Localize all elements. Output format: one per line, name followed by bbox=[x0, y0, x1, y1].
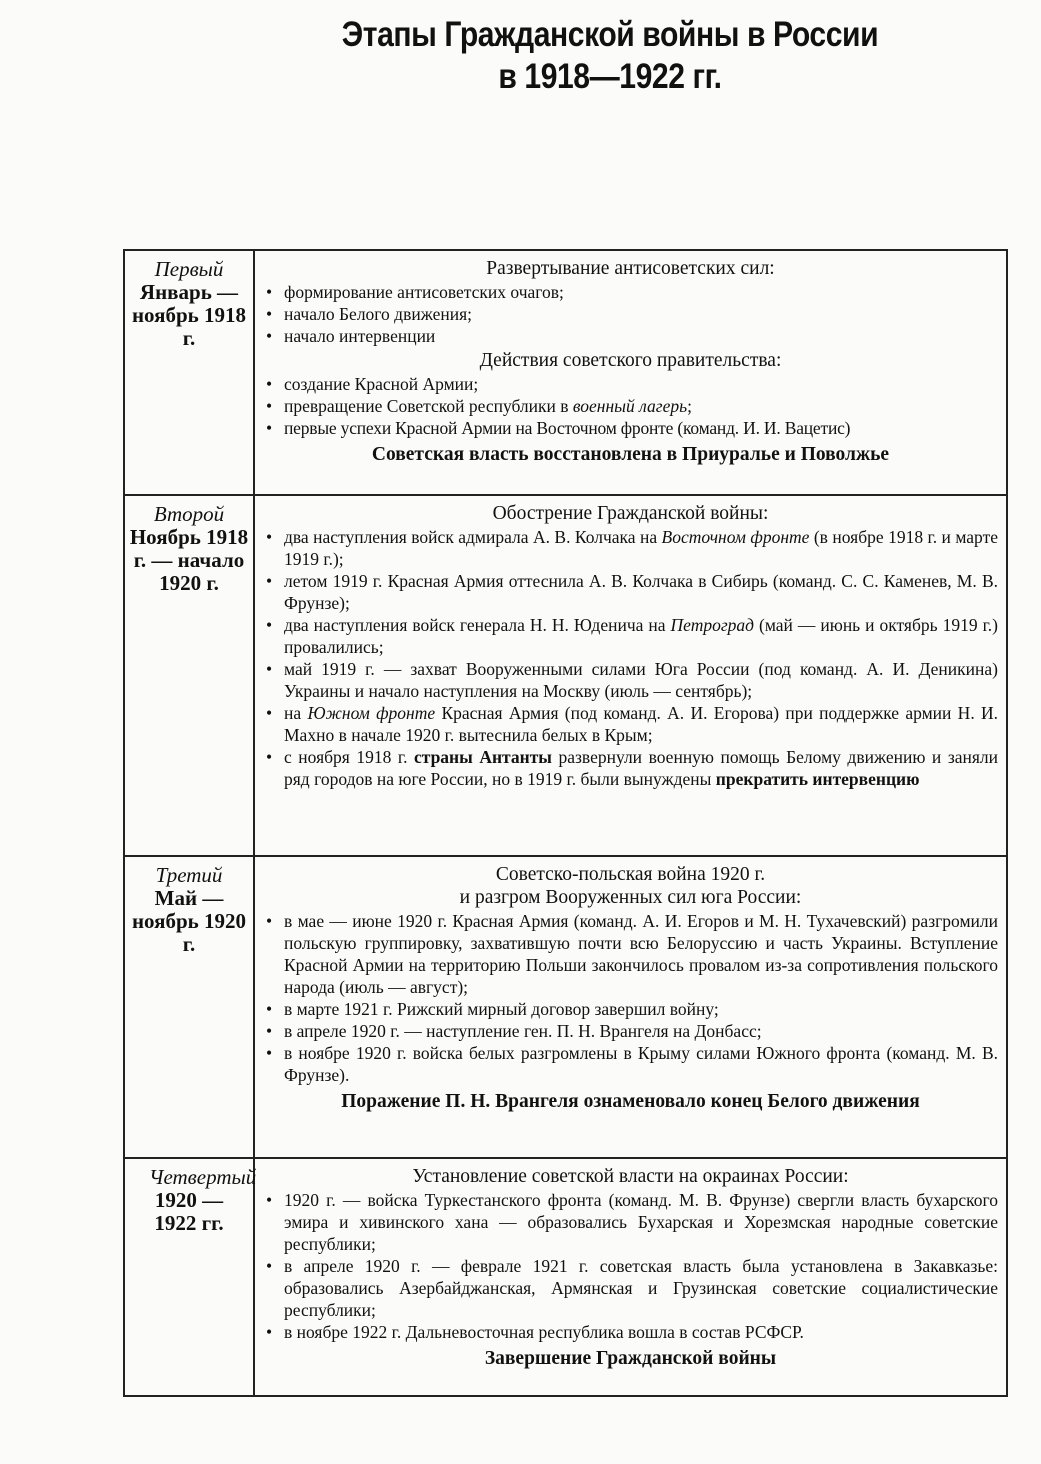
bullet-list bbox=[263, 526, 998, 790]
section-heading bbox=[263, 863, 998, 909]
stages-table bbox=[123, 249, 1008, 1397]
content-cell bbox=[254, 495, 1007, 856]
bullet-list bbox=[263, 373, 998, 439]
table-row bbox=[124, 1158, 1007, 1396]
heading-line-2: и разгром Вооруженных сил юга России: bbox=[459, 887, 802, 908]
bullet-list bbox=[263, 910, 998, 1086]
heading-line-1: Советско-польская война 1920 г. bbox=[495, 864, 766, 885]
content-cell bbox=[254, 856, 1007, 1158]
italic-text: Южном фронте bbox=[307, 703, 436, 723]
list-item: • в апреле 1920 г. — феврале 1921 г. советская власть была установлена в Закавказье: образовались Азербайджанская, Армянская и Грузинская советские социалистические республики; bbox=[263, 1255, 998, 1321]
text-run: с ноября 1918 г. bbox=[284, 747, 414, 767]
stage-result: Поражение П. Н. Врангеля ознаменовало конец Белого движения bbox=[341, 1091, 920, 1112]
stage-result: Советская власть восстановлена в Приуралье и Поволжье bbox=[371, 444, 890, 465]
text-run: два наступления войск адмирала А. В. Колчака на bbox=[284, 527, 662, 547]
stage-dates: Январь — ноябрь 1918 г. bbox=[131, 280, 247, 350]
list-item: • в марте 1921 г. Рижский мирный договор завершил войну; bbox=[263, 998, 998, 1020]
stage-dates: 1920 — 1922 гг. bbox=[154, 1188, 224, 1235]
title-line-1: Этапы Гражданской войны в России bbox=[341, 15, 879, 54]
stage-name: Четвертый bbox=[149, 1165, 257, 1189]
bullet-list bbox=[263, 281, 998, 347]
page-title bbox=[300, 14, 919, 98]
period-cell bbox=[124, 1158, 257, 1396]
list-item: • в мае — июне 1920 г. Красная Армия (команд. А. И. Егоров и М. Н. Тухачевский) разгромили польскую группировку, захватившую почти всю Белоруссию и часть Украины. Вступление Красной Армии на территорию Польши закончилось провалом из-за сопротивления польского народа (июль — август); bbox=[263, 910, 998, 998]
list-item bbox=[263, 526, 998, 570]
period-cell bbox=[124, 250, 254, 495]
section-heading: Развертывание антисоветских сил: bbox=[486, 258, 775, 279]
text-run: два наступления войск генерала Н. Н. Юденича на bbox=[284, 615, 671, 635]
text-run: (май — июнь и октябрь 1919 г.) провалились; bbox=[284, 615, 998, 657]
text-run: (в ноябре 1918 г. и марте 1919 г.); bbox=[284, 527, 998, 569]
list-item: • начало Белого движения; bbox=[263, 303, 998, 325]
list-item: • 1920 г. — войска Туркестанского фронта (команд. М. В. Фрунзе) свергли власть бухарского эмира и хивинского хана — образовались Бухарская и Хорезмская народные советские республики; bbox=[263, 1189, 998, 1255]
list-item: • в ноябре 1922 г. Дальневосточная республика вошла в состав РСФСР. bbox=[263, 1321, 998, 1343]
text-run: Красная Армия (под команд. А. И. Егорова) при поддержке армии Н. И. Махно в начале 1920 г. вытеснила белых в Крым; bbox=[284, 703, 999, 745]
section-heading: Обострение Гражданской войны: bbox=[492, 503, 769, 524]
stage-result: Завершение Гражданской войны bbox=[484, 1348, 777, 1369]
period-cell bbox=[124, 856, 254, 1158]
content-cell bbox=[254, 1158, 1007, 1396]
text-run: превращение Советской республики в bbox=[284, 396, 573, 416]
text-run: развернули военную помощь Белому движению и заняли ряд городов на юге России, но в 1919 г. были вынуждены bbox=[284, 747, 999, 789]
title-line-2: в 1918—1922 гг. bbox=[498, 57, 722, 96]
section-heading: Установление советской власти на окраинах России: bbox=[412, 1166, 849, 1187]
list-item: • май 1919 г. — захват Вооруженными силами Юга России (под команд. А. И. Деникина) Украины и начало наступления на Москву (июль — сентябрь); bbox=[263, 658, 998, 702]
text-run: на bbox=[284, 703, 308, 723]
list-item bbox=[263, 702, 998, 746]
bullet-list bbox=[263, 1189, 998, 1343]
stage-name: Третий bbox=[155, 863, 223, 887]
text-run: ; bbox=[687, 396, 692, 416]
italic-text: Восточном фронте bbox=[661, 527, 810, 547]
table-row bbox=[124, 495, 1007, 856]
stage-name: Первый bbox=[154, 257, 224, 281]
list-item: • первые успехи Красной Армии на Восточном фронте (команд. И. И. Вацетис) bbox=[263, 417, 998, 439]
stage-dates: Май — ноябрь 1920 г. bbox=[131, 886, 247, 956]
table-row bbox=[124, 856, 1007, 1158]
list-item bbox=[263, 395, 998, 417]
period-cell bbox=[124, 495, 254, 856]
list-item: • создание Красной Армии; bbox=[263, 373, 998, 395]
bold-text: страны Антанты bbox=[414, 747, 552, 767]
bold-text: прекратить интервенцию bbox=[715, 769, 920, 789]
stage-dates: Ноябрь 1918 г. — начало 1920 г. bbox=[129, 525, 249, 595]
italic-text: Петроград bbox=[670, 615, 755, 635]
list-item: • формирование антисоветских очагов; bbox=[263, 281, 998, 303]
list-item bbox=[263, 614, 998, 658]
section-heading: Действия советского правительства: bbox=[479, 350, 782, 371]
list-item bbox=[263, 746, 998, 790]
table-row bbox=[124, 250, 1007, 495]
stage-name: Второй bbox=[153, 502, 225, 526]
list-item: • летом 1919 г. Красная Армия оттеснила А. В. Колчака в Сибирь (команд. С. С. Каменев, М. В. Фрунзе); bbox=[263, 570, 998, 614]
italic-text: военный лагерь bbox=[572, 396, 688, 416]
list-item: • в апреле 1920 г. — наступление ген. П. Н. Врангеля на Донбасс; bbox=[263, 1020, 998, 1042]
content-cell bbox=[254, 250, 1007, 495]
list-item: • в ноябре 1920 г. войска белых разгромлены в Крыму силами Южного фронта (команд. М. В. Фрунзе). bbox=[263, 1042, 998, 1086]
list-item: • начало интервенции bbox=[263, 325, 998, 347]
